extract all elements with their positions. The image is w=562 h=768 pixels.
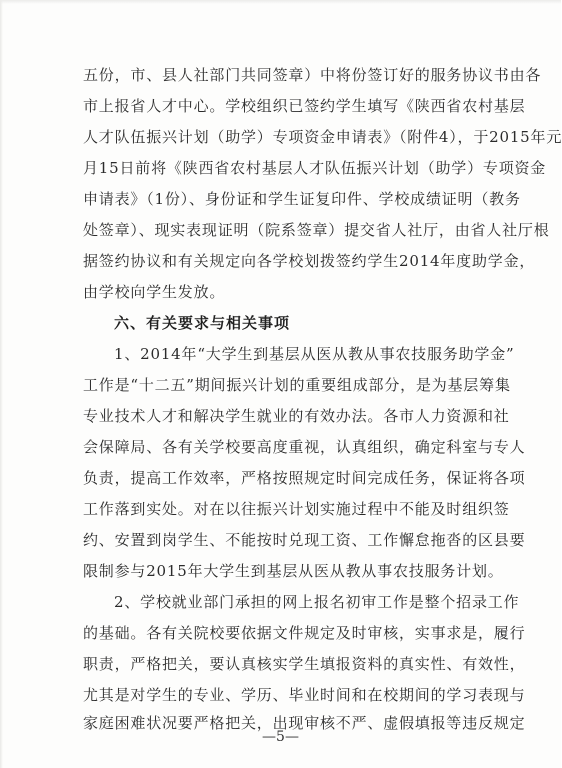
paragraph-1-line: 工作是“十二五”期间振兴计划的重要组成部分，是为基层筹集 bbox=[83, 376, 511, 394]
text-line: 申请表》（1份）、身份证和学生证复印件、学校成绩证明（教务 bbox=[83, 190, 521, 208]
section-heading: 六、有关要求与相关事项 bbox=[114, 314, 291, 332]
scan-shadow-top bbox=[0, 0, 561, 4]
paragraph-1-line: 约、安置到岗学生、不能按时兑现工资、工作懈怠拖沓的区县要 bbox=[83, 531, 526, 549]
paragraph-1-line: 会保障局、各有关学校要高度重视，认真组织，确定科室与专人 bbox=[83, 438, 526, 456]
paragraph-2-line: 家庭困难状况要严格把关，出现审核不严、虚假填报等违反规定 bbox=[83, 714, 526, 732]
paragraph-2-line: 的基础。各有关院校要依据文件规定及时审核，实事求是，履行 bbox=[83, 624, 526, 642]
paragraph-1-line: 1、2014年“大学生到基层从医从教从事农技服务助学金” bbox=[114, 345, 515, 363]
text-line: 月15日前将《陕西省农村基层人才队伍振兴计划（助学）专项资金 bbox=[83, 159, 547, 177]
text-line: 处签章）、现实表现证明（院系签章）提交省人社厅，由省人社厅根 bbox=[83, 221, 550, 239]
paragraph-1-line: 专业技术人才和解决学生就业的有效办法。各市人力资源和社 bbox=[83, 407, 510, 425]
scan-shadow-left bbox=[0, 0, 3, 768]
paragraph-1-line: 工作落到实处。对在以往振兴计划实施过程中不能及时组织签 bbox=[83, 500, 510, 518]
page-number: —5— bbox=[262, 729, 299, 745]
text-line: 人才队伍振兴计划（助学）专项资金申请表》（附件4），于2015年元 bbox=[83, 128, 562, 146]
paragraph-1-line: 负责，提高工作效率，严格按照规定时间完成任务，保证将各项 bbox=[83, 469, 526, 487]
text-line: 据签约协议和有关规定向各学校划拨签约学生2014年度助学金， bbox=[83, 252, 536, 270]
paragraph-2-line: 2、学校就业部门承担的网上报名初审工作是整个招录工作 bbox=[114, 593, 520, 611]
text-line: 五份，市、县人社部门共同签章）中将份签订好的服务协议书由各 bbox=[83, 66, 542, 84]
paragraph-2-line: 职责，严格把关，要认真核实学生填报资料的真实性、有效性， bbox=[83, 655, 526, 673]
text-line: 市上报省人才中心。学校组织已签约学生填写《陕西省农村基层 bbox=[83, 97, 526, 115]
text-line: 由学校向学生发放。 bbox=[83, 283, 226, 301]
paragraph-1-line: 限制参与2015年大学生到基层从医从教从事农技服务计划。 bbox=[83, 562, 504, 580]
paragraph-2-line: 尤其是对学生的专业、学历、毕业时间和在校期间的学习表现与 bbox=[83, 686, 526, 704]
